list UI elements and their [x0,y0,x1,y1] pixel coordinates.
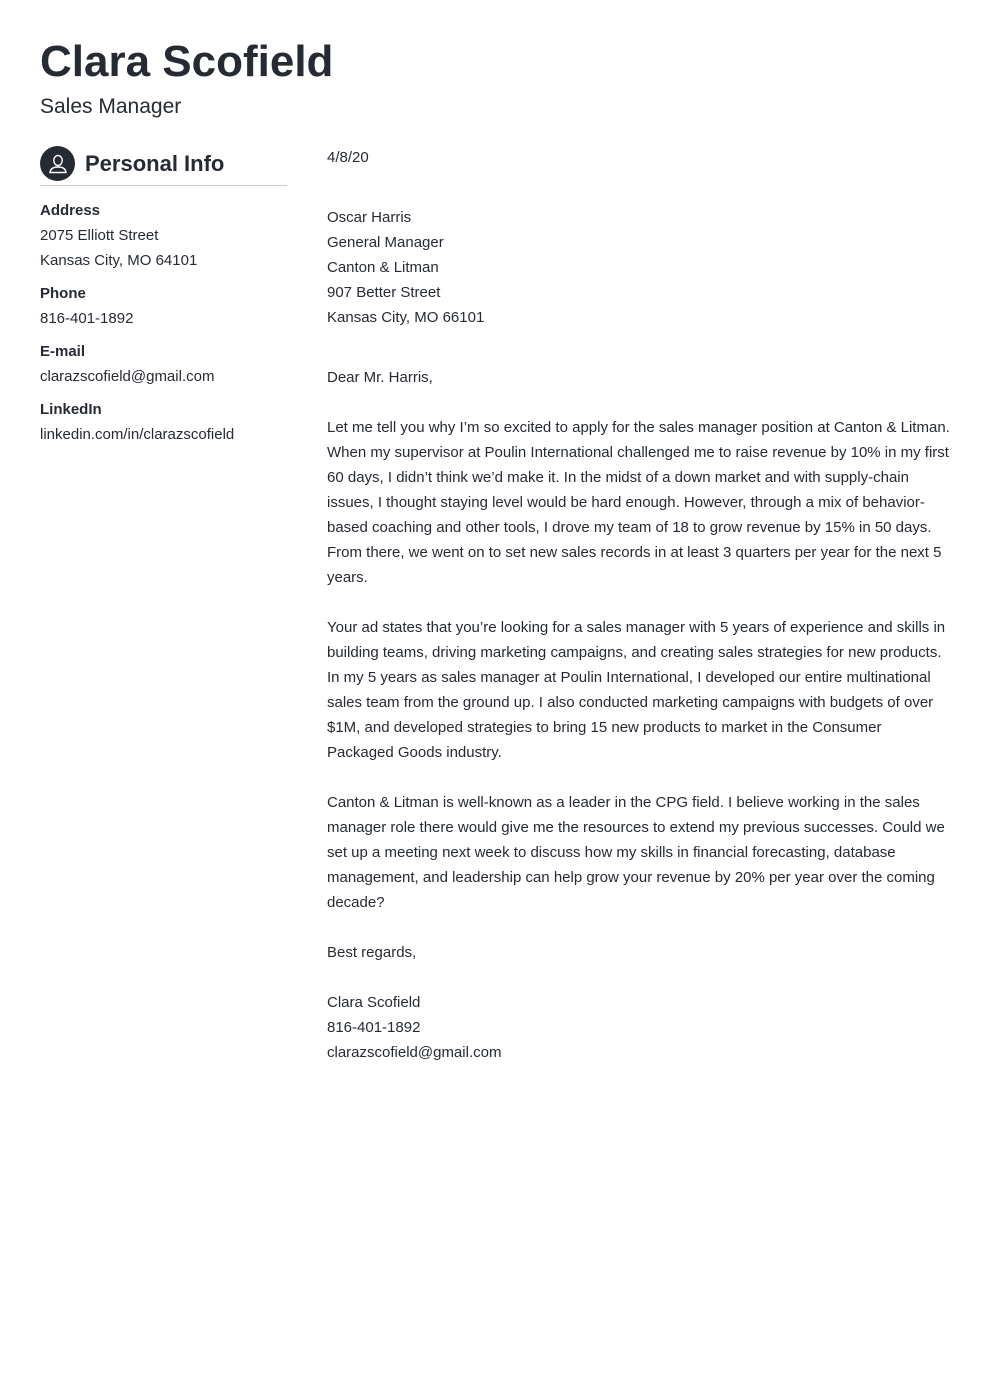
paragraph-line: based coaching and other tools, I drove my team of 18 to grow revenue by 15% in 50 days. [327,519,932,536]
recipient-title: General Manager [327,234,444,251]
paragraph-line: building teams, driving marketing campaigns, and creating sales strategies for new products. [327,644,942,661]
paragraph-line: issues, I thought staying level would be hard enough. However, through a mix of behavior- [327,494,925,511]
recipient-block [327,205,952,330]
paragraph-line: 60 days, I didn’t think we’d make it. In the midst of a down market and with supply-chain [327,469,909,486]
personal-info-sidebar [40,146,287,447]
signature-name: Clara Scofield [327,994,421,1011]
paragraph-line: Canton & Litman is well-known as a leader in the CPG field. I believe working in the sales [327,794,920,811]
recipient-city: Kansas City, MO 66101 [327,309,485,326]
address-block [40,198,287,273]
letter-closing: Best regards, [327,944,417,961]
paragraph-line: $1M, and developed strategies to bring 15 new products to market in the Consumer [327,719,882,736]
personal-info-heading [40,146,287,186]
recipient-company: Canton & Litman [327,259,439,276]
applicant-job-title: Sales Manager [40,95,182,118]
paragraph-line: Let me tell you why I’m so excited to apply for the sales manager position at Canton & Litman. [327,419,950,436]
recipient-name: Oscar Harris [327,209,412,226]
paragraph-line: years. [327,569,368,586]
paragraph-line: manager role there would give me the resources to extend my previous successes. Could we [327,819,945,836]
paragraph-line: sales team from the ground up. I also conducted marketing campaigns with budgets of over [327,694,934,711]
letter-date: 4/8/20 [327,149,369,166]
recipient-street: 907 Better Street [327,284,441,301]
linkedin-label: LinkedIn [40,401,102,418]
letter-paragraph-3 [327,790,952,915]
phone-value: 816-401-1892 [40,310,134,327]
paragraph-line: Your ad states that you’re looking for a sales manager with 5 years of experience and skills in [327,619,946,636]
paragraph-line: management, and leadership can help grow your revenue by 20% per year over the coming [327,869,935,886]
person-icon [40,146,75,181]
email-block [40,339,287,389]
paragraph-line: When my supervisor at Poulin International challenged me to raise revenue by 10% in my first [327,444,949,461]
linkedin-block [40,397,287,447]
email-label: E-mail [40,343,86,360]
letter-paragraph-1 [327,415,952,590]
applicant-name: Clara Scofield [40,37,334,86]
phone-block [40,281,287,331]
paragraph-line: Packaged Goods industry. [327,744,502,761]
cover-letter-body [327,145,952,1065]
paragraph-line: decade? [327,894,385,911]
paragraph-line: From there, we went on to set new sales records in at least 3 quarters per year for the next 5 [327,544,942,561]
paragraph-line: set up a meeting next week to discuss how my skills in financial forecasting, database [327,844,896,861]
address-line-2: Kansas City, MO 64101 [40,252,198,269]
paragraph-line: In my 5 years as sales manager at Poulin International, I developed our entire multinational [327,669,931,686]
phone-label: Phone [40,285,86,302]
signature-block [327,990,952,1065]
letter-greeting: Dear Mr. Harris, [327,369,433,386]
letter-paragraph-2 [327,615,952,765]
address-label: Address [40,202,101,219]
address-line-1: 2075 Elliott Street [40,227,159,244]
personal-info-title: Personal Info [85,151,225,176]
signature-email: clarazscofield@gmail.com [327,1044,502,1061]
linkedin-value: linkedin.com/in/clarazscofield [40,426,235,443]
email-value: clarazscofield@gmail.com [40,368,215,385]
signature-phone: 816-401-1892 [327,1019,421,1036]
